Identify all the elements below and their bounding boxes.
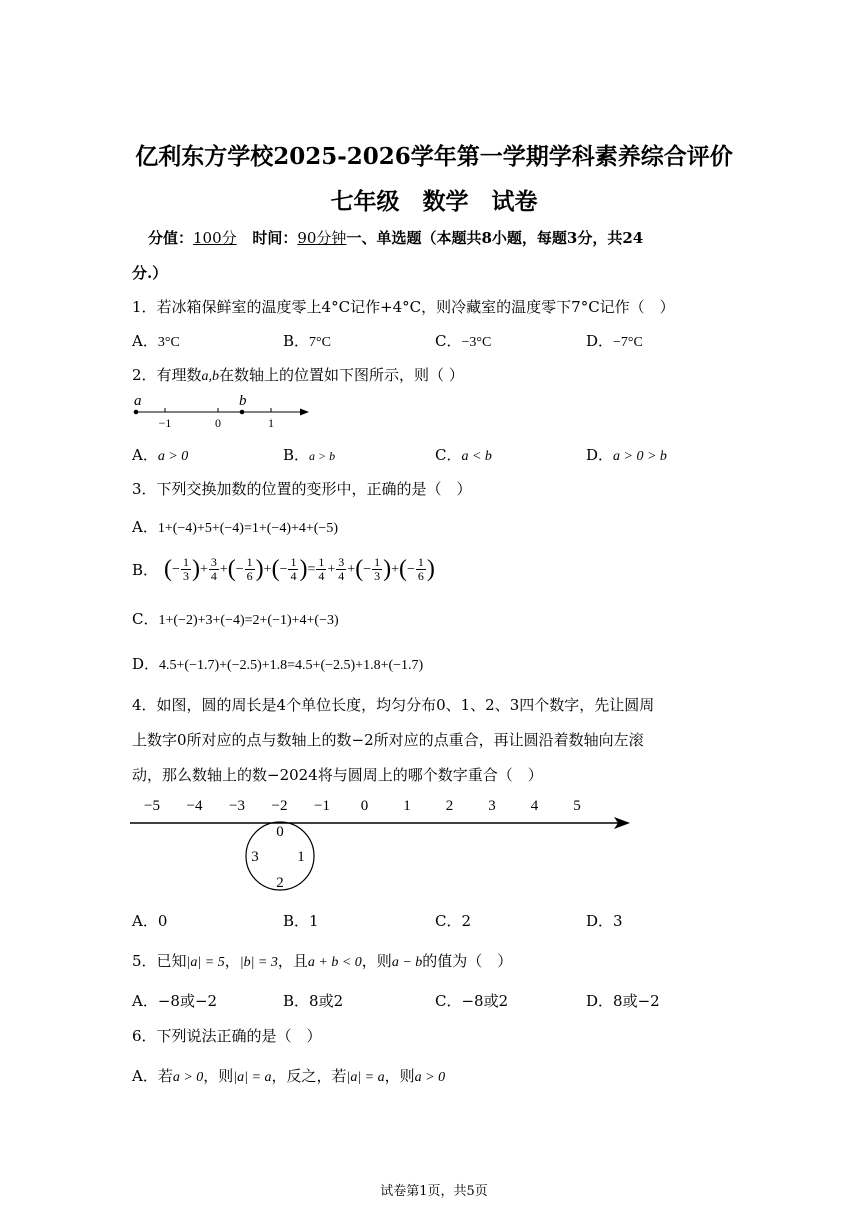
- q1-option-a: A．3°C: [132, 332, 180, 350]
- q4-circle-digit-3: 3: [251, 849, 259, 865]
- q5-stem: 5．已知|a| = 5，|b| = 3，且a + b < 0，则a − b的值为（ ）: [132, 952, 513, 970]
- exam-subtitle: 七年级 数学 试卷: [330, 188, 538, 215]
- score-label: 分值：: [148, 229, 194, 247]
- q4-tick-label: −4: [186, 798, 203, 814]
- q4-option-c: C．2: [435, 912, 472, 930]
- q4-tick-label: 3: [488, 798, 496, 814]
- q1-option-d: D．−7°C: [586, 332, 643, 350]
- q3-option-d: D．4.5+(−1.7)+(−2.5)+1.8=4.5+(−2.5)+1.8+(−1.7): [132, 655, 424, 673]
- q2-label-a: a: [134, 393, 142, 409]
- q2-option-b: B．a > b: [283, 446, 336, 464]
- q4-tick-label: 4: [530, 798, 539, 814]
- q2-stem: 2．有理数a,b在数轴上的位置如下图所示，则（ ）: [132, 366, 464, 384]
- q4-tick-label: 0: [360, 798, 369, 814]
- section-title-cont: 分.）: [132, 264, 168, 282]
- q4-line3: 动，那么数轴上的数−2024将与圆周上的哪个数字重合（ ）: [132, 766, 543, 784]
- q4-tick-label: 5: [573, 798, 581, 814]
- q2-number-line: [128, 390, 318, 430]
- q3-stem: 3．下列交换加数的位置的变形中，正确的是（ ）: [132, 480, 472, 498]
- q4-tick-label: −1: [314, 798, 330, 814]
- q4-option-b: B．1: [283, 912, 319, 930]
- q2-tick-label: 0: [215, 416, 221, 430]
- page-footer: 试卷第1页，共5页: [380, 1184, 488, 1199]
- score-value: 100分: [193, 229, 237, 247]
- q2-point-a: [134, 410, 139, 415]
- q1-stem: 1．若冰箱保鲜室的温度零上4°C记作+4°C，则冷藏室的温度零下7°C记作（ ）: [132, 298, 675, 316]
- q4-figure: [125, 792, 645, 897]
- exam-title: 亿利东方学校2025-2026学年第一学期学科素养综合评价: [135, 143, 733, 170]
- q4-circle-digit-0: 0: [276, 824, 284, 840]
- q4-option-a: A．0: [132, 912, 168, 930]
- q2-tick-label: 1: [268, 416, 274, 430]
- q6-stem: 6．下列说法正确的是（ ）: [132, 1027, 322, 1045]
- q2-tick-label: −1: [158, 416, 172, 430]
- q5-option-b: B．8或2: [283, 992, 344, 1010]
- q5-option-a: A．−8或−2: [132, 992, 218, 1010]
- q4-option-d: D．3: [586, 912, 623, 930]
- q3-option-b: B． ( − $\frac{1}{3}$ ) + $\frac{3}{4}$ + ( − $\frac{1}{6}$ ) + ( − $\frac{1}{4}$ ) = $\frac{1}{4}$ + $\frac{3}{4}$ + ( − $\frac{1}{3}$ ) + ( − $\frac{1}{6}$ ): [132, 555, 435, 583]
- q4-tick-label: −2: [271, 798, 288, 814]
- q4-line2: 上数字0所对应的点与数轴上的数−2所对应的点重合，再让圆沿着数轴向左滚: [132, 731, 644, 749]
- q2-point-b: [240, 410, 245, 415]
- q5-option-c: C．−8或2: [435, 992, 509, 1010]
- info-line: [148, 227, 643, 248]
- q4-circle-digit-2: 2: [276, 875, 284, 891]
- q2-axis-arrow: [300, 409, 309, 416]
- q6-option-a: A．若a > 0，则|a| = a，反之，若|a| = a，则a > 0: [132, 1067, 446, 1085]
- q4-line1: 4．如图，圆的周长是4个单位长度，均匀分布0、1、2、3四个数字，先让圆周: [132, 696, 655, 714]
- q4-circle-digit-1: 1: [297, 849, 305, 865]
- q5-option-d: D．8或−2: [586, 992, 660, 1010]
- q3-option-a: A．1+(−4)+5+(−4)=1+(−4)+4+(−5): [132, 518, 338, 536]
- section-title: 一、单选题（本题共8小题，每题3分，共24: [346, 229, 644, 247]
- q1-option-b: B．7°C: [283, 332, 331, 350]
- q4-tick-label: −5: [144, 798, 160, 814]
- q2-option-d: D．a > 0 > b: [586, 446, 667, 464]
- q2-label-b: b: [239, 393, 247, 409]
- time-value: 90分钟: [297, 229, 347, 247]
- q4-tick-label: −3: [229, 798, 245, 814]
- q2-option-c: C．a < b: [435, 446, 492, 464]
- q2-option-a: A．a > 0: [132, 446, 189, 464]
- time-label: 时间：: [252, 229, 298, 247]
- q1-option-c: C．−3°C: [435, 332, 492, 350]
- q4-tick-label: 2: [445, 798, 454, 814]
- q3-option-c: C．1+(−2)+3+(−4)=2+(−1)+4+(−3): [132, 610, 339, 628]
- q4-tick-label: 1: [403, 798, 411, 814]
